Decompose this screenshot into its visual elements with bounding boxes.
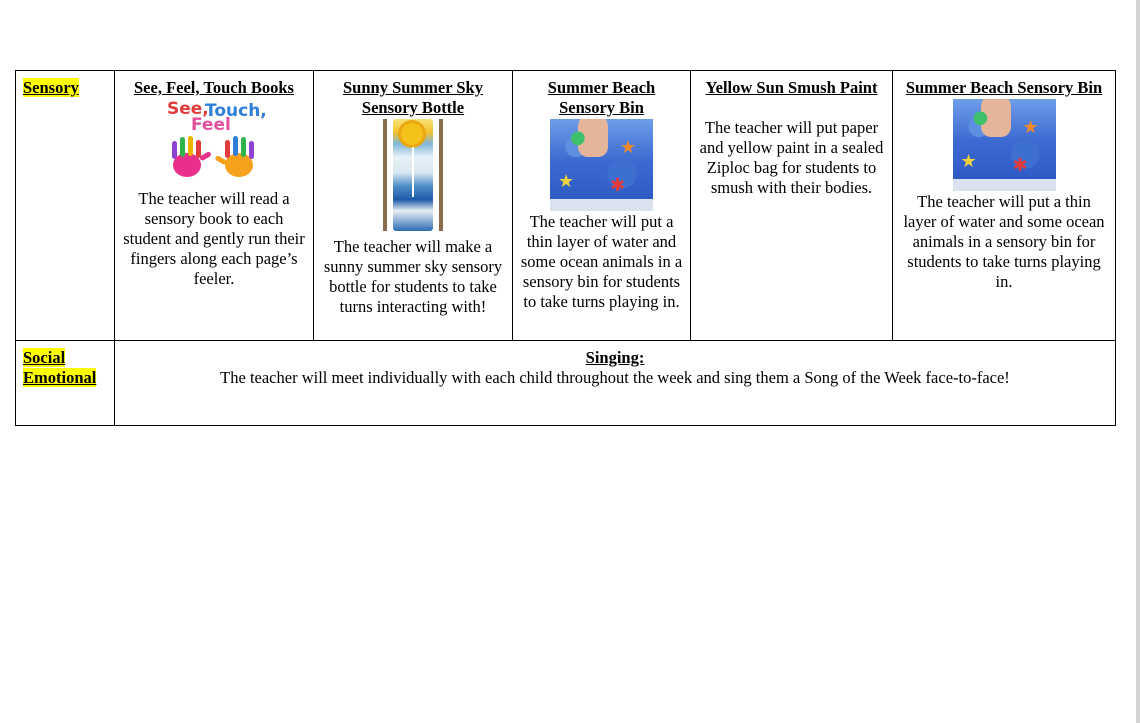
logo-word-touch: Touch, [205,101,267,121]
see-touch-feel-book-image [159,99,269,189]
page-edge [1136,0,1140,723]
crab-icon: ✱ [610,175,626,196]
activity-title: See, Feel, Touch Books [134,78,294,97]
activity-cell-1 [115,71,314,341]
logo-word-feel: Feel [191,115,231,135]
activity-cell-4 [691,71,893,341]
sensory-bottle-image [383,119,443,231]
social-label: Social [23,348,66,367]
sensory-row [16,71,1116,341]
sensory-label: Sensory [23,78,79,97]
sun-icon [401,123,423,145]
bottle-stick [412,147,414,197]
activity-description: The teacher will make a sunny summer sky sensory bottle for students to take turns interacting with! [323,237,503,316]
activity-title: Yellow Sun Smush Paint [705,78,878,97]
emotional-label: Emotional [23,368,97,387]
singing-cell [115,341,1116,426]
bin-edge [953,179,1056,191]
activity-title: Summer Beach Sensory Bin [547,78,656,117]
activity-cell-5 [893,71,1116,341]
activity-description: The teacher will put a thin layer of water and some ocean animals in a sensory bin for students to take turns playing in. [903,192,1105,291]
beach-sensory-bin-image [550,119,653,211]
painted-hands-icon [159,99,269,189]
activity-title: Summer Beach Sensory Bin [905,78,1103,97]
activity-cell-3 [513,71,691,341]
activity-description: The teacher will put paper and yellow paint in a sealed Ziploc bag for students to smush with their bodies. [699,118,884,197]
singing-description: The teacher will meet individually with each child throughout the week and sing them a Song of the Week face-to-face! [220,368,1010,387]
social-emotional-label-cell [16,341,115,426]
social-emotional-row [16,341,1116,426]
turtle-icon: ● [570,127,586,148]
starfish-icon: ★ [1022,117,1039,138]
singing-title: Singing: [585,348,645,367]
activity-description: The teacher will put a thin layer of water and some ocean animals in a sensory bin for students to take turns playing in. [520,212,683,311]
starfish-icon: ★ [960,151,977,172]
crab-icon: ✱ [1012,155,1028,176]
bin-edge [550,199,653,211]
beach-sensory-bin-image [953,99,1056,191]
starfish-icon: ★ [558,171,575,192]
lesson-plan-table [15,70,1116,426]
sensory-label-cell [16,71,115,341]
starfish-icon: ★ [620,137,637,158]
activity-description: The teacher will read a sensory book to each student and gently run their fingers along each page’s feeler. [123,189,305,288]
activity-title: Sunny Summer Sky Sensory Bottle [342,78,483,117]
logo-word-see: See, [167,99,209,119]
turtle-icon: ● [972,107,989,128]
activity-cell-2 [314,71,513,341]
